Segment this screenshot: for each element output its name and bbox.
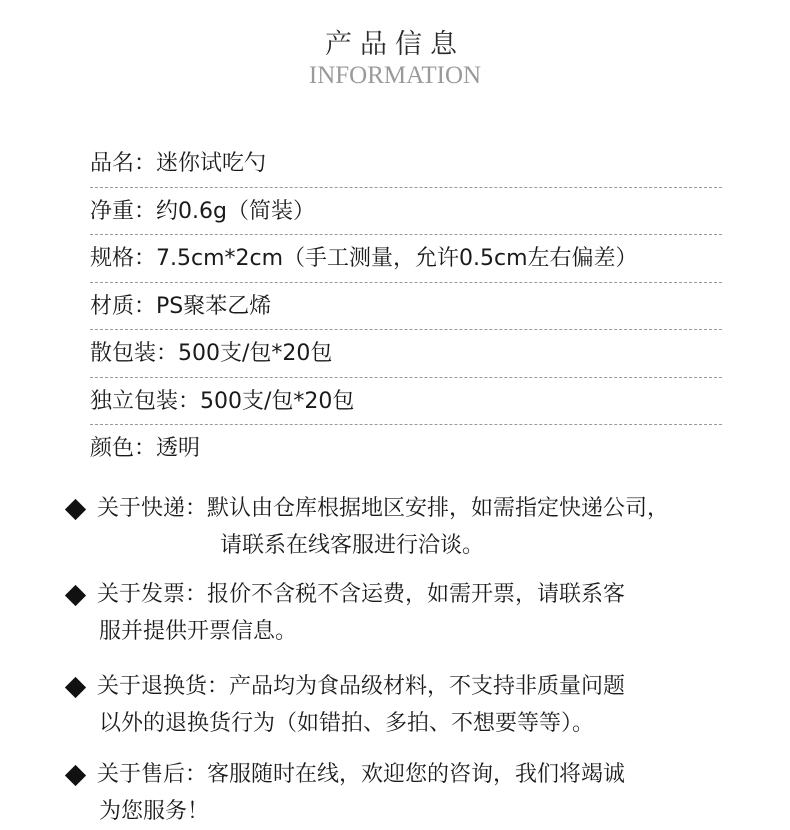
note-returns [66, 668, 625, 742]
note-returns-line2: 以外的退换货行为（如错拍、多拍、不想要等等）。 [99, 711, 595, 736]
diamond-bullet-icon [65, 677, 86, 698]
note-returns-line1: 关于退换货：产品均为食品级材料，不支持非质量问题 [97, 674, 626, 699]
note-after-sales-line1: 关于售后：客服随时在线，欢迎您的咨询，我们将竭诚 [97, 762, 626, 787]
note-after-sales [66, 756, 625, 830]
spec-row-weight: 净重：约0.6g（简装） [90, 188, 722, 236]
note-shipping [66, 490, 669, 564]
diamond-bullet-icon [65, 765, 86, 786]
diamond-bullet-icon [65, 585, 86, 606]
note-shipping-line2: 请联系在线客服进行洽谈。 [220, 533, 485, 558]
diamond-bullet-icon [65, 499, 86, 520]
spec-row-material: 材质：PS聚苯乙烯 [90, 283, 722, 331]
page-title: 产品信息 [325, 29, 465, 60]
spec-list [90, 140, 722, 473]
note-shipping-line1: 关于快递：默认由仓库根据地区安排，如需指定快递公司， [97, 496, 670, 521]
note-after-sales-line2: 为您服务！ [99, 799, 210, 824]
spec-row-individual-packaging: 独立包装：500支/包*20包 [90, 378, 722, 426]
note-invoice [66, 576, 625, 650]
spec-row-color: 颜色：透明 [90, 436, 201, 461]
note-invoice-line2: 服并提供开票信息。 [99, 619, 298, 644]
note-invoice-line1: 关于发票：报价不含税不含运费，如需开票，请联系客 [97, 582, 626, 607]
spec-row-name: 品名：迷你试吃勺 [90, 140, 722, 188]
spec-row-bulk-packaging: 散包装：500支/包*20包 [90, 330, 722, 378]
spec-row-size: 规格：7.5cm*2cm（手工测量，允许0.5cm左右偏差） [90, 235, 722, 283]
page-subtitle: INFORMATION [308, 62, 482, 89]
